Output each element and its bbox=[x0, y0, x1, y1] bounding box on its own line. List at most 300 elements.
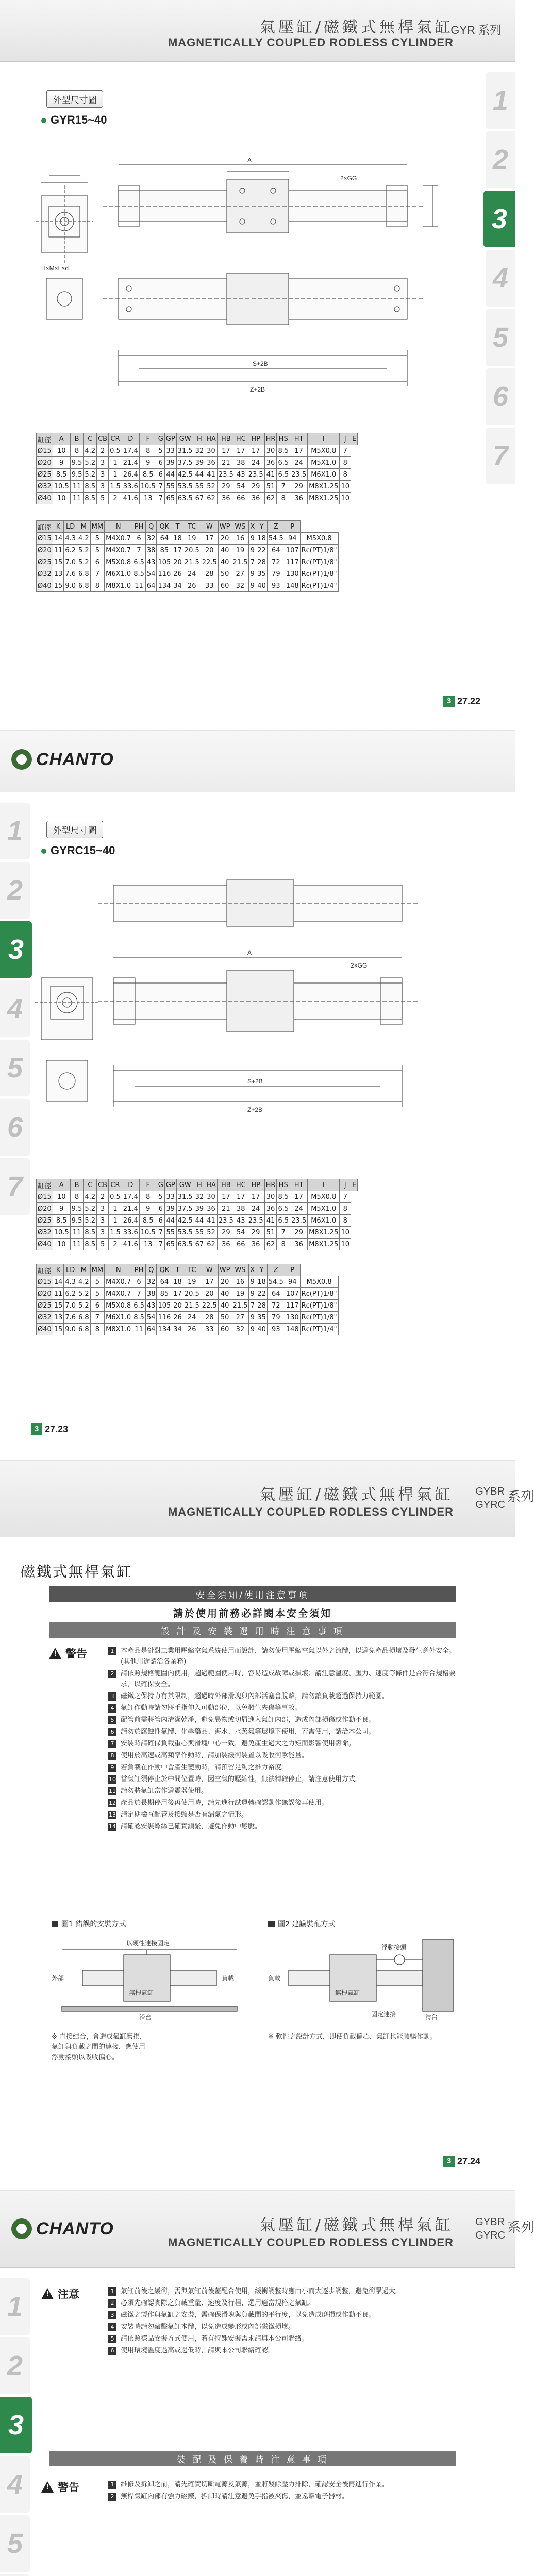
table-cell: Ø25 bbox=[37, 1300, 53, 1312]
table-cell: 51 bbox=[264, 481, 277, 493]
tab-6[interactable]: 6 bbox=[0, 1099, 30, 1156]
table-cell: 6.8 bbox=[77, 1324, 91, 1335]
note-item bbox=[108, 1786, 459, 1797]
table-row bbox=[37, 1312, 339, 1324]
table-cell: 33 bbox=[201, 1324, 218, 1335]
table-cell: 6 bbox=[157, 1215, 164, 1227]
table-cell: 36 bbox=[217, 1239, 235, 1250]
tab-3[interactable]: 3 bbox=[483, 191, 515, 247]
table-row bbox=[37, 469, 358, 481]
table-cell: 44 bbox=[194, 1215, 205, 1227]
table-cell: 9.5 bbox=[70, 457, 84, 469]
table-header-cell: M bbox=[77, 521, 91, 533]
table-cell: 6 bbox=[157, 1203, 164, 1215]
tab-1[interactable]: 1 bbox=[0, 2278, 30, 2335]
table-cell: 6.5 bbox=[277, 1215, 290, 1227]
table-cell: 39 bbox=[164, 457, 176, 469]
table-cell: 54 bbox=[145, 568, 157, 580]
table-cell: 7 bbox=[249, 1300, 256, 1312]
page-divider bbox=[0, 2190, 515, 2191]
table-cell: 24 bbox=[183, 1312, 201, 1324]
table-cell: 10.5 bbox=[53, 481, 70, 493]
table-header-cell: X bbox=[249, 521, 256, 533]
dim-label-a: A bbox=[247, 949, 252, 956]
table-row bbox=[37, 1300, 339, 1312]
safety-subtitle: 請於使用前務必詳閱本安全須知 bbox=[173, 1608, 332, 1619]
note-text: 使用環境溫度過高或過低時，請與本公司聯絡確認。 bbox=[121, 2347, 275, 2354]
table-cell: 6.5 bbox=[132, 1300, 146, 1312]
tab-1[interactable]: 1 bbox=[486, 72, 515, 129]
table-cell: 10 bbox=[53, 1191, 70, 1203]
catalog-page-27-25 bbox=[0, 2191, 534, 2576]
table-cell: 79 bbox=[267, 568, 285, 580]
note-number-icon: 2 bbox=[108, 2299, 116, 2308]
table-cell: 3 bbox=[97, 457, 109, 469]
table-cell: 134 bbox=[157, 1324, 172, 1335]
table-header-cell: WP bbox=[218, 1264, 231, 1276]
dim-label-stroke: S+2B bbox=[253, 360, 268, 367]
table-cell: 15 bbox=[53, 1300, 64, 1312]
warning-list bbox=[108, 1646, 459, 1833]
table-cell: 37.5 bbox=[176, 457, 194, 469]
table-cell: 66 bbox=[235, 1239, 247, 1250]
table-cell: 3 bbox=[97, 469, 109, 481]
tab-7[interactable]: 7 bbox=[486, 428, 515, 484]
table-row bbox=[37, 1191, 358, 1203]
table-header-cell: Z bbox=[267, 521, 285, 533]
tab-2[interactable]: 2 bbox=[486, 131, 515, 188]
table-cell: 13 bbox=[139, 493, 157, 504]
table-row bbox=[37, 1215, 358, 1227]
note-text: 請勿於腐蝕性氣體、化學藥品、海水、水蒸氣等環境下使用，若需使用，請洽本公司。 bbox=[121, 1728, 376, 1736]
table-cell: 26 bbox=[172, 568, 183, 580]
table-cell: Rc(PT)1/8" bbox=[300, 568, 338, 580]
table-cell: 16 bbox=[231, 1276, 249, 1288]
table-cell: 94 bbox=[285, 533, 300, 545]
table-header-cell: M bbox=[77, 1264, 91, 1276]
table-cell: 40 bbox=[218, 556, 231, 568]
table-cell: 13 bbox=[139, 1239, 157, 1250]
table-cell: 22.5 bbox=[201, 1300, 218, 1312]
table-cell: 107 bbox=[285, 545, 300, 556]
table-cell: 9 bbox=[249, 1276, 256, 1288]
table-cell: 26.4 bbox=[122, 469, 139, 481]
bullet-icon bbox=[41, 849, 46, 854]
header-series: GYR 系列 bbox=[450, 24, 501, 37]
page-marker-icon: 3 bbox=[443, 696, 455, 707]
table-cell: 64 bbox=[267, 1288, 285, 1300]
table-cell: 0.5 bbox=[109, 1191, 122, 1203]
table-cell: 64 bbox=[157, 533, 172, 545]
table-cell: Rc(PT)1/8" bbox=[300, 556, 338, 568]
table-cell: 6.5 bbox=[277, 457, 290, 469]
table-header-cell: C bbox=[84, 433, 97, 445]
figure-1-label bbox=[52, 1919, 126, 1929]
table-header-cell: D bbox=[122, 1179, 139, 1191]
tab-7[interactable]: 7 bbox=[0, 1158, 30, 1215]
table-cell: 9.0 bbox=[64, 1324, 77, 1335]
note-item bbox=[108, 2321, 459, 2332]
table-cell: 13 bbox=[53, 1312, 64, 1324]
table-cell: 20.5 bbox=[183, 545, 201, 556]
table-cell: 10 bbox=[340, 1227, 351, 1239]
table-cell: 23.5 bbox=[290, 1215, 308, 1227]
table-cell: 36 bbox=[217, 493, 235, 504]
note-number-icon: 3 bbox=[108, 1692, 116, 1701]
fig1-text-top: 以硬性連接固定 bbox=[126, 1940, 170, 1947]
safety-bar: 安全須知/使用注意事項 bbox=[49, 1586, 456, 1602]
table-cell: M5X0.8 bbox=[308, 1191, 340, 1203]
table-cell: 4.3 bbox=[64, 1276, 77, 1288]
table-cell: 79 bbox=[267, 1312, 285, 1324]
table-cell: 32 bbox=[194, 445, 205, 457]
table-cell: 116 bbox=[157, 568, 172, 580]
table-cell: 33 bbox=[164, 1191, 176, 1203]
table-cell: M4X0.7 bbox=[105, 545, 132, 556]
tab-4[interactable]: 4 bbox=[0, 2456, 30, 2513]
figure-2-recommended-installation bbox=[268, 1934, 464, 2022]
table-header-row bbox=[37, 1264, 339, 1276]
table-cell: 17 bbox=[201, 1276, 218, 1288]
table-cell: 2 bbox=[97, 445, 109, 457]
table-cell: 1.5 bbox=[109, 481, 122, 493]
tab-4[interactable]: 4 bbox=[486, 250, 515, 307]
table-cell: Rc(PT)1/8" bbox=[300, 545, 338, 556]
table-cell: Ø15 bbox=[37, 1276, 53, 1288]
table-cell: 28 bbox=[256, 556, 268, 568]
table-cell: 6.2 bbox=[64, 1288, 77, 1300]
table-row bbox=[37, 493, 358, 504]
table-cell: 9.5 bbox=[70, 1215, 84, 1227]
maintenance-warning-heading bbox=[41, 2479, 79, 2495]
note-text: 當氣缸須停止於中間位置時，因空氣的壓縮性，無法精確停止，請注意使用方式。 bbox=[121, 1775, 362, 1783]
table-row bbox=[37, 1276, 339, 1288]
table-cell: 6 bbox=[90, 1300, 104, 1312]
fig2-text-bot: 固定連接 bbox=[371, 2011, 396, 2018]
table-header-cell: P bbox=[285, 1264, 300, 1276]
table-cell: 17 bbox=[247, 445, 264, 457]
series-gybr: GYBR bbox=[475, 1486, 505, 1497]
table-cell: 4.2 bbox=[84, 445, 97, 457]
table-cell: 54 bbox=[235, 1227, 247, 1239]
table-cell: 27 bbox=[231, 568, 249, 580]
table-cell: 36 bbox=[247, 1239, 264, 1250]
table-header-cell: C bbox=[84, 1179, 97, 1191]
table-cell: 5 bbox=[90, 1276, 104, 1288]
table-cell: 11 bbox=[70, 493, 84, 504]
table-cell: Rc(PT)1/4" bbox=[300, 1324, 338, 1335]
table-cell: 8 bbox=[340, 469, 351, 481]
header-title-en: MAGNETICALLY COUPLED RODLESS CYLINDER bbox=[168, 2236, 454, 2249]
model-title bbox=[41, 844, 115, 857]
table-cell: 117 bbox=[285, 1300, 300, 1312]
table-cell: 85 bbox=[157, 1288, 172, 1300]
tab-5[interactable]: 5 bbox=[0, 2515, 30, 2572]
table-cell: 5.2 bbox=[77, 556, 91, 568]
table-cell: 6 bbox=[90, 556, 104, 568]
table-header-cell: 缸徑 bbox=[37, 521, 53, 533]
table-cell: 6.8 bbox=[77, 1312, 91, 1324]
tab-5[interactable]: 5 bbox=[486, 309, 515, 366]
table-cell: 41.6 bbox=[122, 1239, 139, 1250]
table-cell: 40 bbox=[256, 580, 268, 592]
table-cell: 8.5 bbox=[84, 493, 97, 504]
tab-1[interactable]: 1 bbox=[0, 803, 30, 859]
table-cell: 1.5 bbox=[109, 1227, 122, 1239]
table-cell: 37.5 bbox=[176, 1203, 194, 1215]
table-cell: 44 bbox=[194, 469, 205, 481]
maintenance-bar: 裝 配 及 保 養 時 注 意 事 項 bbox=[49, 2451, 456, 2466]
table-cell: 51 bbox=[264, 1227, 277, 1239]
table-cell: 50 bbox=[218, 1312, 231, 1324]
table-cell: 43 bbox=[235, 469, 247, 481]
figure-2-title: 圖2 建議裝配方式 bbox=[278, 1920, 336, 1928]
table-header-cell: HB bbox=[217, 1179, 235, 1191]
table-cell: 30 bbox=[205, 445, 218, 457]
note-number-icon: 2 bbox=[108, 2493, 116, 2501]
table-cell: 53.5 bbox=[176, 481, 194, 493]
table-cell: 66 bbox=[235, 493, 247, 504]
table-cell: 33 bbox=[164, 445, 176, 457]
model-name: GYRC15~40 bbox=[51, 844, 115, 857]
note-text: 氣缸前後之緩衝，需與氣缸前後蓋配合使用，緩衝調整時應由小而大逐步調整，避免衝擊過大。 bbox=[121, 2287, 403, 2295]
table-cell: 7 bbox=[277, 481, 290, 493]
table-cell: 39 bbox=[194, 457, 205, 469]
table-cell: 17.4 bbox=[122, 445, 139, 457]
table-header-cell: Y bbox=[256, 521, 268, 533]
table-cell: 54.5 bbox=[267, 533, 285, 545]
table-header-row bbox=[37, 1179, 358, 1191]
table-cell: 7 bbox=[277, 1227, 290, 1239]
table-cell: 28 bbox=[201, 1312, 218, 1324]
table-cell: 10 bbox=[53, 493, 70, 504]
header-title-zh: 氣壓缸/磁鐵式無桿氣缸 bbox=[259, 1486, 454, 1504]
table-cell: Rc(PT)1/8" bbox=[300, 1288, 338, 1300]
table-header-cell: Z bbox=[267, 1264, 285, 1276]
fig2-text-right: 滑台 bbox=[425, 2013, 438, 2021]
table-cell: 62 bbox=[264, 1239, 277, 1250]
table-header-cell: N bbox=[105, 521, 132, 533]
page-header bbox=[0, 1460, 534, 1537]
table-cell: M8X1.0 bbox=[105, 580, 132, 592]
table-header-cell: Q bbox=[145, 521, 157, 533]
table-cell: 8 bbox=[90, 1324, 104, 1335]
table-cell: 21.4 bbox=[122, 1203, 139, 1215]
table-header-cell: 缸徑 bbox=[37, 433, 53, 445]
note-text: 請依照樣品安裝方式使用，若有特殊安裝需求請與本公司聯絡。 bbox=[121, 2335, 309, 2343]
table-cell: 30 bbox=[264, 445, 277, 457]
table-cell: 9 bbox=[249, 533, 256, 545]
table-header-cell: WP bbox=[218, 521, 231, 533]
header-title-en: MAGNETICALLY COUPLED RODLESS CYLINDER bbox=[168, 1505, 454, 1518]
table-cell: 8.5 bbox=[84, 481, 97, 493]
table-cell: 8 bbox=[340, 1203, 351, 1215]
table-cell: Ø20 bbox=[37, 545, 53, 556]
table-header-cell: QK bbox=[157, 1264, 172, 1276]
table-cell: 8 bbox=[139, 1191, 157, 1203]
table-cell: 24 bbox=[290, 457, 308, 469]
table-cell: 36 bbox=[290, 1239, 308, 1250]
table-cell: M5X0.8 bbox=[300, 533, 338, 545]
table-cell: Rc(PT)1/8" bbox=[300, 1312, 338, 1324]
note-item bbox=[108, 2345, 459, 2356]
table-cell: 36 bbox=[264, 1203, 277, 1215]
table-cell: 5 bbox=[90, 533, 104, 545]
table-cell: 14 bbox=[53, 1276, 64, 1288]
tab-2[interactable]: 2 bbox=[0, 862, 30, 919]
table-cell: 2 bbox=[109, 1239, 122, 1250]
table-cell: 43 bbox=[145, 1300, 157, 1312]
series-word: 系列 bbox=[507, 2219, 534, 2235]
table-cell: 116 bbox=[157, 1312, 172, 1324]
table-cell: 3 bbox=[97, 481, 109, 493]
tab-2[interactable]: 2 bbox=[0, 2337, 30, 2394]
table-cell: 21.5 bbox=[183, 1300, 201, 1312]
table-header-cell: HS bbox=[277, 433, 290, 445]
table-header-cell: HT bbox=[290, 433, 308, 445]
page-number bbox=[443, 696, 480, 707]
dim-label-clamp: H×M×L×d bbox=[41, 265, 69, 272]
table-cell: 17 bbox=[217, 445, 235, 457]
table-cell: 21.4 bbox=[122, 457, 139, 469]
table-cell: 44 bbox=[164, 1215, 176, 1227]
table-cell: 53.5 bbox=[176, 1227, 194, 1239]
table-cell: 64 bbox=[145, 580, 157, 592]
table-cell: 33.6 bbox=[122, 1227, 139, 1239]
note-text: 磁鐵之製作與氣缸之安裝，需確保滑塊與負載間的平行度，以免造成磨損或作動不良。 bbox=[121, 2311, 376, 2319]
table-cell: 23.5 bbox=[217, 469, 235, 481]
table-cell: 8.5 bbox=[53, 1215, 70, 1227]
page-marker-icon: 3 bbox=[443, 2156, 455, 2167]
table-cell: Ø40 bbox=[37, 1239, 53, 1250]
table-header-cell: 缸徑 bbox=[37, 1179, 53, 1191]
table-cell: 55 bbox=[194, 1227, 205, 1239]
table-cell: 21 bbox=[217, 457, 235, 469]
table-cell: 42.5 bbox=[176, 1215, 194, 1227]
note-item bbox=[108, 1715, 459, 1725]
table-cell: 55 bbox=[164, 1227, 176, 1239]
table-cell: 26 bbox=[172, 1312, 183, 1324]
note-number-icon: 11 bbox=[109, 1788, 116, 1794]
page-number-text: 27.23 bbox=[45, 1423, 69, 1434]
table-cell: 8 bbox=[277, 1239, 290, 1250]
note-item bbox=[108, 2286, 459, 2297]
table-cell: 11 bbox=[70, 1239, 84, 1250]
table-cell: 34 bbox=[172, 580, 183, 592]
table-cell: M6X1.0 bbox=[308, 1215, 340, 1227]
page-number bbox=[31, 1423, 68, 1435]
table-cell: 43 bbox=[145, 556, 157, 568]
table-header-cell: E bbox=[351, 1179, 357, 1191]
section-label: 外型尺寸圖 bbox=[46, 821, 103, 838]
tab-5[interactable]: 5 bbox=[0, 1040, 30, 1096]
design-bar: 設 計 及 安 裝 選 用 時 注 意 事 項 bbox=[49, 1622, 456, 1638]
table-header-cell: T bbox=[172, 1264, 183, 1276]
table-cell: 72 bbox=[267, 1300, 285, 1312]
table-header-cell: X bbox=[249, 1264, 256, 1276]
table-cell: 21.5 bbox=[183, 556, 201, 568]
table-cell: 32 bbox=[231, 580, 249, 592]
table-row bbox=[37, 1227, 358, 1239]
table-cell: 9 bbox=[249, 1324, 256, 1335]
table-cell: 32 bbox=[194, 1191, 205, 1203]
table-cell: 6.5 bbox=[132, 556, 146, 568]
table-cell: 44 bbox=[164, 469, 176, 481]
table-cell: Ø20 bbox=[37, 1288, 53, 1300]
table-cell: 23.5 bbox=[217, 1215, 235, 1227]
table-header-cell: GW bbox=[176, 433, 194, 445]
warning-heading bbox=[49, 1646, 87, 1661]
table-cell: 13 bbox=[53, 568, 64, 580]
table-cell: M4X0.7 bbox=[105, 1276, 132, 1288]
header-series bbox=[475, 2215, 534, 2242]
table-cell: 11 bbox=[70, 481, 84, 493]
table-cell: Ø32 bbox=[37, 1312, 53, 1324]
dim-label-stroke: S+2B bbox=[247, 1078, 263, 1085]
table-cell: 11 bbox=[70, 1227, 84, 1239]
note-item bbox=[108, 2479, 459, 2490]
note-item bbox=[108, 1691, 459, 1702]
table-cell: 22.5 bbox=[201, 556, 218, 568]
note-number-icon: 2 bbox=[108, 1670, 116, 1678]
table-cell: 35 bbox=[256, 568, 268, 580]
note-item bbox=[108, 1798, 459, 1808]
table-cell: 62 bbox=[205, 493, 218, 504]
note-text: 使用於高速或高頻率作動時，請加裝緩衝裝置以吸收衝擊能量。 bbox=[121, 1752, 309, 1759]
table-cell: 64 bbox=[145, 1324, 157, 1335]
table-cell: 5 bbox=[157, 445, 164, 457]
tab-6[interactable]: 6 bbox=[486, 368, 515, 425]
table-cell: Rc(PT)1/8" bbox=[300, 1300, 338, 1312]
table-cell: 17 bbox=[172, 545, 183, 556]
table-cell: Ø15 bbox=[37, 1191, 53, 1203]
tab-3[interactable]: 3 bbox=[0, 921, 32, 978]
table-header-cell: G bbox=[157, 433, 164, 445]
table-cell: 9 bbox=[139, 1203, 157, 1215]
dim-label-plug: 2×GG bbox=[351, 962, 368, 969]
tab-4[interactable]: 4 bbox=[0, 980, 30, 1037]
table-cell: 8.5 bbox=[139, 469, 157, 481]
table-cell: 64 bbox=[267, 545, 285, 556]
page-header bbox=[0, 0, 515, 62]
series-word: 系列 bbox=[507, 1489, 534, 1504]
page-number-text: 27.22 bbox=[457, 696, 481, 706]
table-cell: 62 bbox=[264, 493, 277, 504]
table-cell: 22 bbox=[256, 545, 268, 556]
table-cell: 26.4 bbox=[122, 1215, 139, 1227]
table-cell: 10 bbox=[53, 445, 70, 457]
page-header bbox=[0, 731, 515, 792]
table-header-cell: Y bbox=[256, 1264, 268, 1276]
warning-label: 警告 bbox=[58, 2481, 79, 2494]
table-cell: 10.5 bbox=[139, 1227, 157, 1239]
note-item bbox=[108, 1774, 459, 1785]
tab-3[interactable]: 3 bbox=[0, 2397, 32, 2453]
note-item bbox=[108, 1703, 459, 1714]
note-number-icon: 1 bbox=[108, 2481, 116, 2489]
table-cell: M8X1.0 bbox=[105, 1324, 132, 1335]
table-cell: 6.5 bbox=[277, 469, 290, 481]
table-header-cell: H bbox=[194, 433, 205, 445]
table-cell: 60 bbox=[218, 580, 231, 592]
fig2-text-top: 浮動接頭 bbox=[381, 1944, 407, 1951]
table-cell: 1 bbox=[109, 1215, 122, 1227]
note-item bbox=[108, 2333, 459, 2344]
table-cell: 18 bbox=[256, 533, 268, 545]
table-cell: 148 bbox=[285, 580, 300, 592]
bullet-icon bbox=[41, 118, 46, 123]
logo-icon bbox=[11, 2218, 32, 2239]
